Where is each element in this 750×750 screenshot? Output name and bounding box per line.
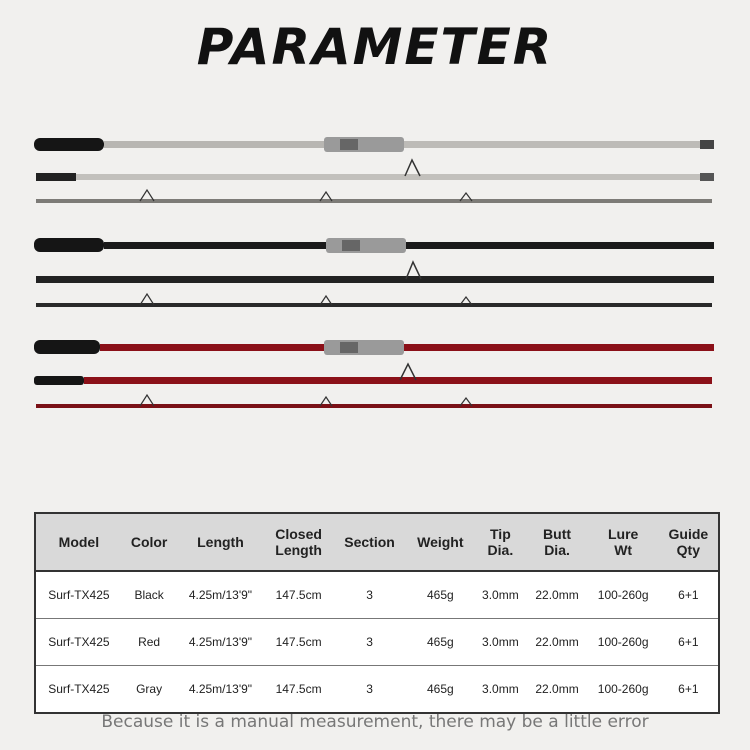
cell-closed: 147.5cm — [264, 619, 332, 666]
cell-length: 4.25m/13'9" — [176, 619, 264, 666]
cell-section: 3 — [333, 619, 407, 666]
spec-table — [34, 512, 720, 714]
cell-weight: 465g — [426, 682, 454, 696]
header-butt-line2: Dia. — [544, 542, 570, 558]
cell-lure: 100-260g — [588, 571, 659, 619]
header-tip-line1: Tip — [490, 526, 511, 542]
cell-length: 4.25m/13'9" — [176, 571, 264, 619]
table-header-row — [35, 513, 719, 571]
header-closed-length — [264, 513, 332, 571]
table-row — [35, 619, 719, 666]
header-color: Color — [122, 513, 177, 571]
header-tip-dia — [474, 513, 526, 571]
cell-lure: 100-260g — [597, 682, 649, 696]
header-butt-dia — [526, 513, 587, 571]
header-lure-line2: Wt — [614, 542, 633, 558]
cell-model: Surf-TX425 — [35, 571, 122, 619]
cell-weight: 465g — [406, 619, 474, 666]
header-lure-line1: Lure — [607, 526, 639, 542]
cell-length: 4.25m/13'9" — [188, 682, 253, 696]
header-guide-line2: Qty — [676, 542, 701, 558]
page-title: PARAMETER — [196, 18, 554, 76]
header-weight: Weight — [406, 513, 474, 571]
header-closed-length-line1: Closed — [275, 526, 322, 542]
cell-tip: 3.0mm — [482, 682, 519, 696]
cell-butt: 22.0mm — [526, 571, 587, 619]
cell-closed: 147.5cm — [264, 571, 332, 619]
cell-color: Black — [122, 571, 177, 619]
table-row — [35, 571, 719, 619]
cell-color: Gray — [136, 682, 163, 696]
header-model: Model — [35, 513, 122, 571]
cell-guide: 6+1 — [678, 682, 699, 696]
header-butt-line1: Butt — [543, 526, 572, 542]
cell-section: 3 — [333, 571, 407, 619]
red-rod-group — [34, 340, 714, 408]
cell-color: Red — [122, 619, 177, 666]
header-tip-line2: Dia. — [487, 542, 514, 558]
cell-lure: 100-260g — [588, 619, 659, 666]
header-guide-line1: Guide — [668, 526, 709, 542]
cell-model: Surf-TX425 — [35, 619, 122, 666]
cell-butt: 22.0mm — [526, 619, 587, 666]
cell-section: 3 — [366, 682, 373, 696]
cell-guide: 6+1 — [659, 619, 719, 666]
cell-closed: 147.5cm — [275, 682, 322, 696]
table-row — [35, 666, 719, 714]
cell-guide: 6+1 — [659, 571, 719, 619]
cell-butt: 22.0mm — [535, 682, 579, 696]
measurement-note: Because it is a manual measurement, there may be a little error — [101, 712, 649, 732]
header-lure-wt — [588, 513, 659, 571]
header-section: Section — [333, 513, 407, 571]
gray-rod-group — [34, 137, 714, 203]
cell-weight: 465g — [406, 571, 474, 619]
header-length: Length — [176, 513, 264, 571]
header-guide-qty — [659, 513, 719, 571]
black-rod-group — [34, 238, 714, 307]
cell-model: Surf-TX425 — [48, 682, 110, 696]
cell-tip: 3.0mm — [474, 619, 526, 666]
cell-tip: 3.0mm — [474, 571, 526, 619]
header-closed-length-line2: Length — [275, 542, 322, 558]
